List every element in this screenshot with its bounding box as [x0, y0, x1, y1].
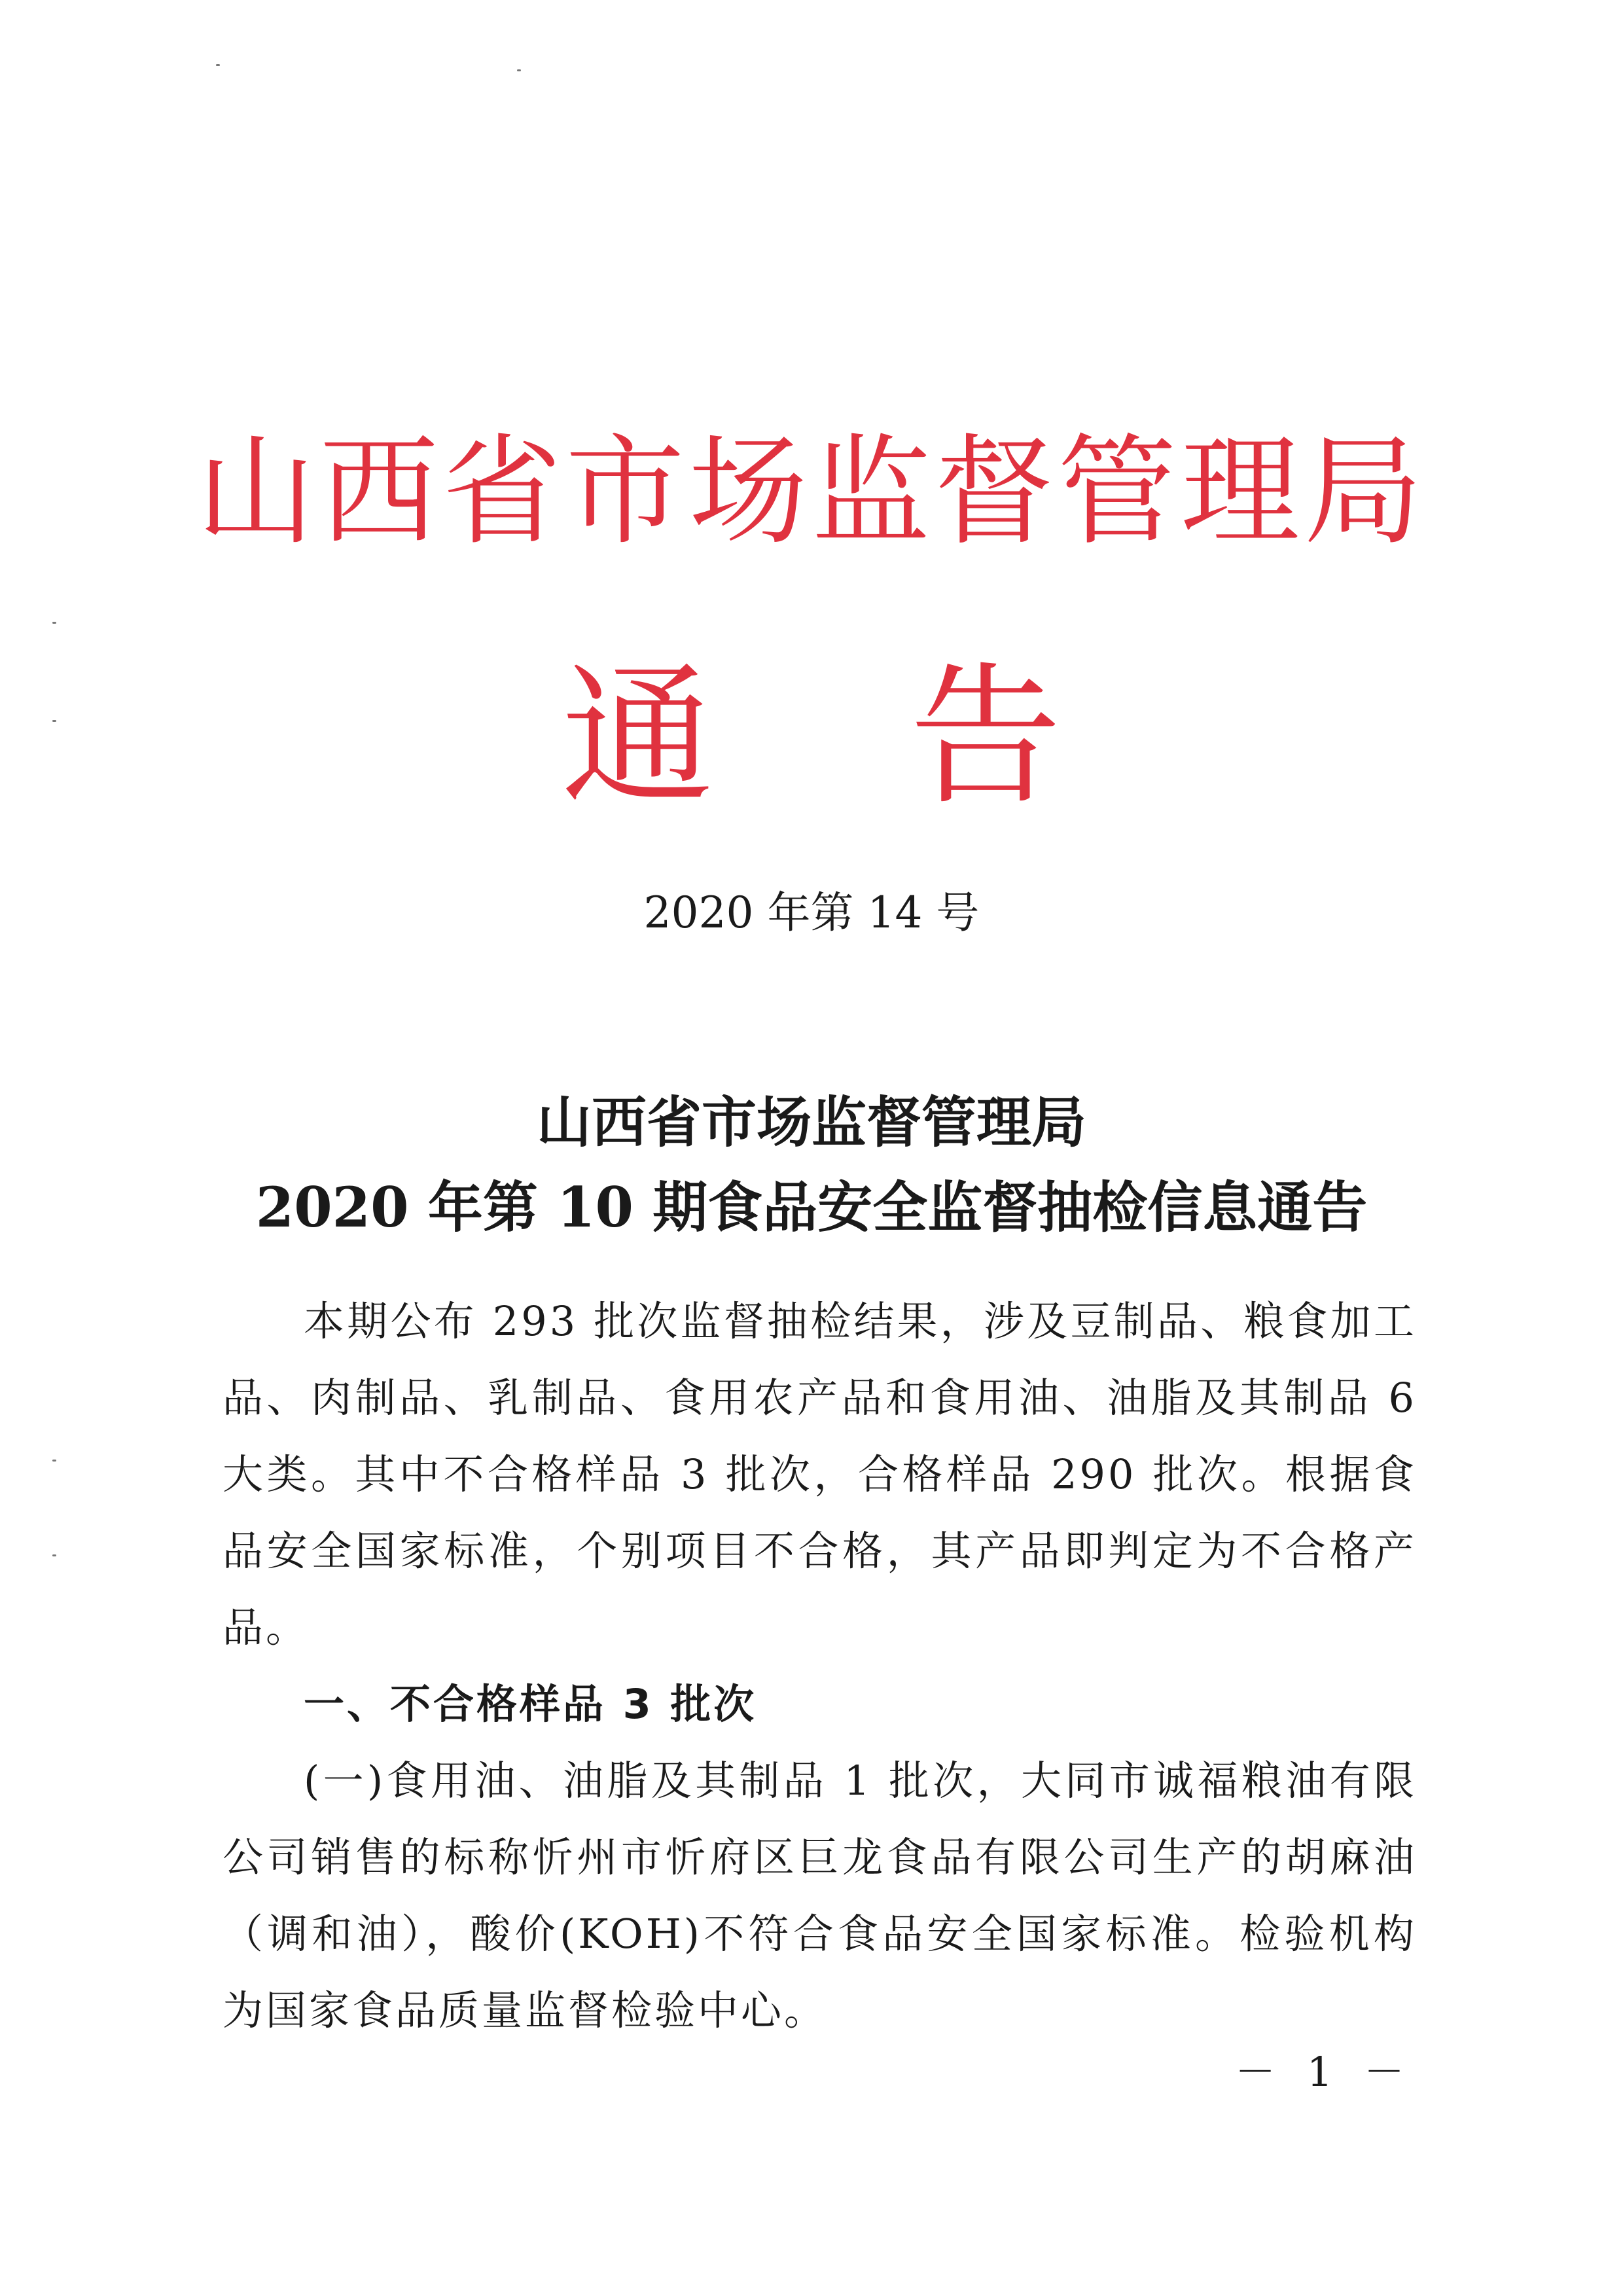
notice-char-2: 告	[910, 649, 1062, 825]
agency-header: 山西省市场监督管理局	[196, 422, 1427, 561]
scan-speck	[52, 1554, 56, 1556]
intro-paragraph: 本期公布 293 批次监督抽检结果，涉及豆制品、粮食加工品、肉制品、乳制品、食用农产品和食用油、油脂及其制品 6 大类。其中不合格样品 3 批次，合格样品 290 批次。根据食品安全国家标准，个别项目不合格，其产品即判定为不合格产品。	[223, 1297, 1417, 1651]
title-line-2: 2020 年第 10 期食品安全监督抽检信息通告	[255, 1175, 1368, 1240]
scan-speck	[52, 1460, 56, 1462]
title-line-1: 山西省市场监督管理局	[536, 1090, 1086, 1155]
document-title	[0, 1080, 1623, 1250]
section-item-paragraph: (一)食用油、油脂及其制品 1 批次，大同市诚福粮油有限公司销售的标称忻州市忻府区巨龙食品有限公司生产的胡麻油（调和油），酸价(KOH)不符合食品安全国家标准。检验机构为国家食品质量监督检验中心。	[223, 1757, 1417, 2034]
notice-char-1: 通	[561, 649, 713, 825]
scan-speck	[52, 622, 56, 624]
document-body	[223, 1283, 1417, 2049]
scan-speck	[517, 69, 521, 71]
section-heading: 一、不合格样品 3 批次	[304, 1680, 757, 1728]
page-number: － 1 －	[1235, 2048, 1414, 2096]
scan-speck	[216, 64, 220, 66]
notice-header	[0, 649, 1623, 825]
document-number: 2020 年第 14 号	[643, 888, 980, 938]
